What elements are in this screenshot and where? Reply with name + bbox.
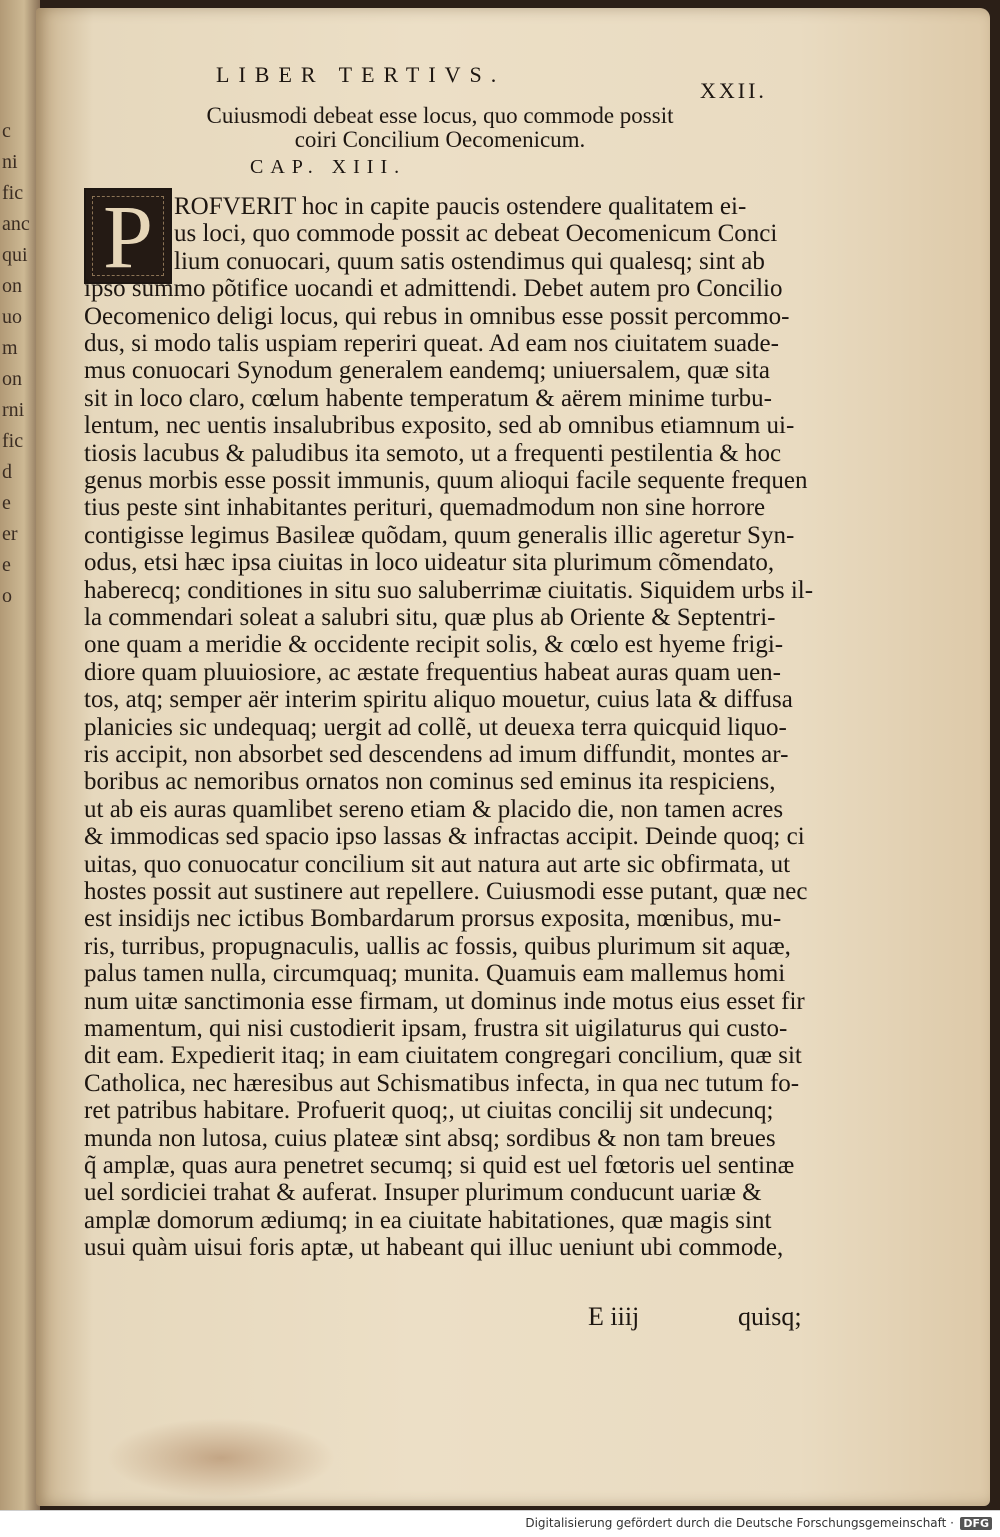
text-line: est insidijs nec ictibus Bombardarum prorsus exposita, mœnibus, mu- bbox=[84, 905, 782, 933]
footer-bar bbox=[0, 1510, 1000, 1537]
text-line: odus, etsi hæc ipsa ciuitas in loco uideatur sita plurimum cõmendato, bbox=[84, 549, 775, 577]
adjacent-page-edge bbox=[0, 0, 40, 1510]
text-line: lentum, nec uentis insalubribus exposito, sed ab omnibus etiamnum ui- bbox=[84, 412, 795, 440]
text-line: num uitæ sanctimonia esse firmam, ut dominus inde motus eius esset fir bbox=[84, 987, 805, 1015]
margin-fragment: fic bbox=[2, 430, 24, 452]
text-line: ret patribus habitare. Profuerit quoq;, ut ciuitas concilij sit undecunq; bbox=[84, 1097, 774, 1125]
chapter-title bbox=[80, 104, 800, 152]
margin-fragment: qui bbox=[2, 244, 28, 266]
text-line: genus morbis esse possit immunis, quum alioqui facile sequente frequen bbox=[84, 467, 808, 494]
text-line: planicies sic undequaq; uergit ad collẽ, ut deuexa terra quicquid liquo- bbox=[84, 713, 787, 741]
margin-fragment: e bbox=[2, 492, 11, 514]
text-line: munda non lutosa, cuius plateæ sint absq; sordibus & non tam breues bbox=[84, 1124, 776, 1152]
text-line: sit in loco claro, cœlum habente temperatum & aërem minime turbu- bbox=[84, 384, 772, 412]
margin-fragment: o bbox=[2, 585, 12, 607]
text-line: contigisse legimus Basileæ quõdam, quum generalis illic ageretur Syn- bbox=[84, 521, 795, 549]
margin-fragment: fic bbox=[2, 182, 24, 204]
text-line: dus, si modo talis uspiam reperiri queat. Ad eam nos ciuitatem suade- bbox=[84, 330, 779, 357]
catchword: quisq; bbox=[738, 1302, 802, 1331]
text-line: ipso summo põtifice uocandi et admittendi. Debet autem pro Concilio bbox=[84, 275, 783, 303]
text-line: ris, turribus, propugnaculis, uallis ac fossis, quibus plurimum sit aquæ, bbox=[84, 932, 791, 960]
signature-mark: E iiij bbox=[588, 1302, 640, 1331]
text-line: & immodicas sed spacio ipso lassas & infractas accipit. Deinde quoq; ci bbox=[84, 823, 805, 851]
text-line: ris accipit, non absorbet sed descendens ad imum diffundit, montes ar- bbox=[84, 741, 789, 768]
text-line: Oecomenico deligi locus, qui rebus in omnibus esse possit percommo- bbox=[84, 302, 790, 330]
text-line: haberecq; conditiones in situ suo saluberrimæ ciuitatis. Siquidem urbs il- bbox=[84, 576, 814, 604]
text-line: uitas, quo conuocatur concilium sit aut natura aut arte sic obfirmata, ut bbox=[84, 850, 791, 878]
margin-fragment: uo bbox=[2, 306, 22, 328]
margin-fragment: c bbox=[2, 120, 11, 142]
text-line: lium conuocari, quum satis ostendimus qui qualesq; sint ab bbox=[174, 247, 765, 275]
text-line: tos, atq; semper aër interim spiritu aliquo mouetur, cuius lata & diffusa bbox=[84, 686, 793, 714]
margin-fragment: anc bbox=[2, 213, 30, 235]
folio-number: XXII. bbox=[700, 78, 767, 103]
initial-letter: P bbox=[102, 188, 154, 287]
chapter-title-line-1: Cuiusmodi debeat esse locus, quo commode possit bbox=[206, 103, 674, 128]
text-line: tiosis lacubus & paludibus ita semoto, ut a frequenti pestilentia & hoc bbox=[84, 439, 782, 467]
text-line: la commendari soleat a salubri situ, quæ plus ab Oriente & Septentri- bbox=[84, 604, 776, 631]
text-line: Catholica, nec hæresibus aut Schismatibus infecta, in qua nec tutum fo- bbox=[84, 1069, 800, 1097]
text-line: hostes possit aut sustinere aut repellere. Cuiusmodi esse putant, quæ nec bbox=[84, 878, 808, 905]
text-line: mamentum, qui nisi custodierit ipsam, frustra sit uigilaturus qui custo- bbox=[84, 1015, 788, 1042]
footer-credit: Digitalisierung gefördert durch die Deutsche Forschungsgemeinschaft · bbox=[525, 1516, 954, 1530]
margin-fragment: ni bbox=[2, 151, 18, 173]
dfg-logo: DFG bbox=[960, 1517, 992, 1530]
chapter-title-line-2: coiri Concilium Oecomenicum. bbox=[294, 127, 586, 152]
margin-fragment: on bbox=[2, 275, 22, 297]
text-line: q̃ amplæ, quas aura penetret secumq; si quid est uel fœtoris uel sentinæ bbox=[84, 1152, 795, 1179]
margin-fragment: m bbox=[2, 337, 18, 359]
text-line: ut ab eis auras quamlibet sereno etiam & placido die, non tamen acres bbox=[84, 795, 784, 823]
text-line: amplæ domorum ædiumq; in ea ciuitate habitationes, quæ magis sint bbox=[84, 1206, 772, 1234]
decorated-initial bbox=[84, 188, 172, 287]
running-head: LIBER TERTIVS. bbox=[216, 62, 506, 87]
text-line: one quam a meridie & occidente recipit solis, & cœlo est hyeme frigi- bbox=[84, 631, 784, 659]
text-line: usui quàm uisui foris aptæ, ut habeant qui illuc ueniunt ubi commode, bbox=[84, 1234, 784, 1262]
text-line: mus conuocari Synodum generalem eandemq; uniuersalem, quæ sita bbox=[84, 357, 770, 385]
text-line: boribus ac nemoribus ornatos non cominus sed eminus ita respiciens, bbox=[84, 768, 776, 796]
margin-fragment: rni bbox=[2, 399, 25, 421]
text-line: palus tamen nulla, circumquaq; munita. Quamuis eam mallemus homi bbox=[84, 960, 786, 988]
chapter-number: CAP. XIII. bbox=[250, 156, 407, 178]
margin-fragment: er bbox=[2, 523, 18, 545]
text-line: tius peste sint inhabitantes perituri, quemadmodum non sine horrore bbox=[84, 494, 766, 522]
margin-fragment: e bbox=[2, 554, 11, 576]
text-line: diore quam pluuiosiore, ac æstate frequentius habeat auras quam uen- bbox=[84, 658, 781, 686]
text-line: ROFVERIT hoc in capite paucis ostendere qualitatem ei- bbox=[174, 193, 747, 220]
margin-fragment: d bbox=[2, 461, 12, 483]
water-stain bbox=[106, 1418, 336, 1498]
text-line: dit eam. Expedierit itaq; in eam ciuitatem congregari concilium, quæ sit bbox=[84, 1042, 802, 1070]
text-line: uel sordiciei trahat & auferat. Insuper plurimum conducunt uariæ & bbox=[84, 1179, 762, 1207]
text-line: us loci, quo commode possit ac debeat Oecomenicum Conci bbox=[174, 220, 778, 248]
margin-fragment: on bbox=[2, 368, 22, 390]
